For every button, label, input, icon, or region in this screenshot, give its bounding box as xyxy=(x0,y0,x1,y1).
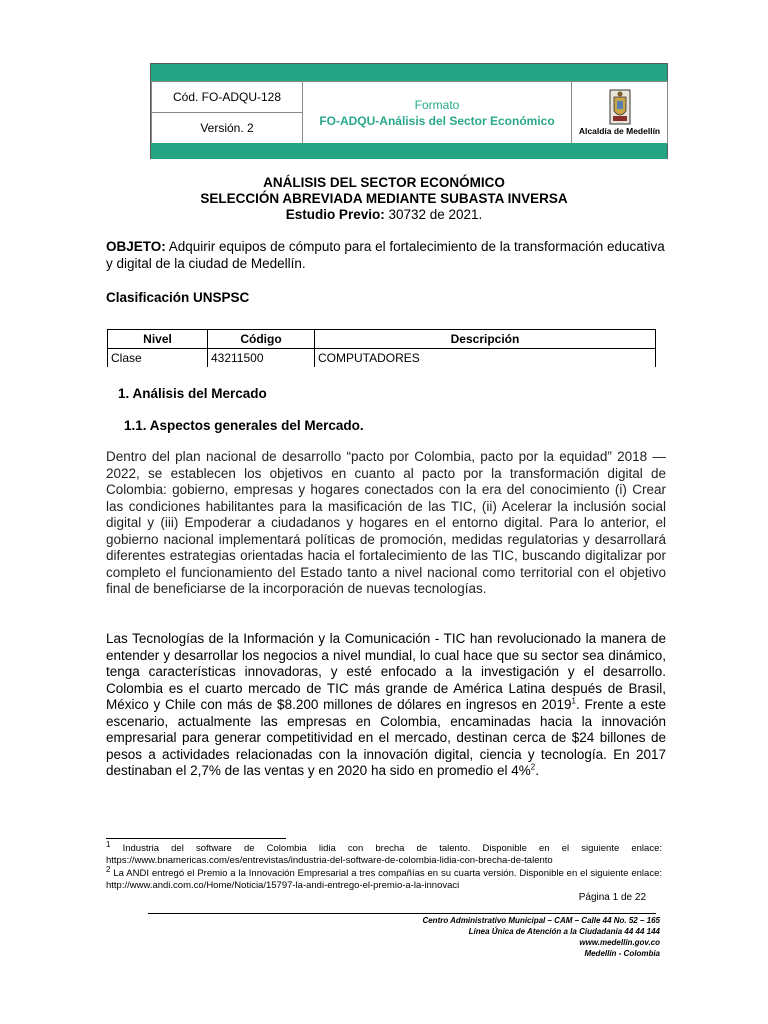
footer-address xyxy=(360,915,660,959)
footnote-separator xyxy=(106,838,286,839)
footer-line-2: Línea Única de Atención a la Ciudadanía 44 44 144 xyxy=(468,927,660,936)
clasificacion-heading: Clasificación UNSPSC xyxy=(106,290,250,305)
page-number: Página 1 de 22 xyxy=(578,892,646,903)
logo-text: Alcaldía de Medellín xyxy=(578,126,661,136)
footnote-ref-2: 2 xyxy=(530,762,536,772)
document-titles xyxy=(100,175,668,223)
cell-nivel: Clase xyxy=(108,349,208,368)
header-top-bar xyxy=(151,64,667,81)
footer-line-3: www.medellin.gov.co xyxy=(579,938,660,947)
footnote-ref-1: 1 xyxy=(571,696,576,706)
title-line-1: ANÁLISIS DEL SECTOR ECONÓMICO xyxy=(263,175,505,190)
study-label: Estudio Previo: xyxy=(285,207,385,222)
cell-codigo: 43211500 xyxy=(208,349,315,368)
study-reference xyxy=(100,207,668,223)
footer-line-4: Medellín - Colombia xyxy=(584,949,660,958)
footnote-1-mark: 1 xyxy=(106,839,111,849)
coat-of-arms-icon xyxy=(609,89,631,125)
footer-line-1: Centro Administrativo Municipal – CAM – Calle 44 No. 52 – 165 xyxy=(422,916,660,925)
paragraph-2-part-b: . Frente a este escenario, actualmente las empresas en Colombia, encaminadas hacia la innovación empresarial para generar competitividad en el mercado, destinan cerca de $24 billones de pesos a actividades relacionadas con la innovación digital, ciencia y tecnología. En 2017 destinaban el 2,7% de las ventas y en 2020 ha sido en promedio el 4% xyxy=(106,697,667,778)
table-row xyxy=(108,349,656,368)
document-header xyxy=(150,63,668,159)
footnote-1 xyxy=(106,839,662,866)
cell-descripcion: COMPUTADORES xyxy=(315,349,656,368)
format-cell xyxy=(302,81,572,144)
title-line-2: SELECCIÓN ABREVIADA MEDIANTE SUBASTA INVERSA xyxy=(200,191,568,206)
study-value: 30732 de 2021. xyxy=(384,207,483,222)
footer-separator xyxy=(148,913,656,914)
unspsc-table xyxy=(107,329,656,367)
column-header-nivel: Nivel xyxy=(108,330,208,349)
logo-cell xyxy=(571,81,668,144)
footnote-2 xyxy=(106,864,662,891)
footnote-1-text: Industria del software de Colombia lidia con brecha de talento. Disponible en el siguiente enlace: https://www.bnamericas.com/es/entrevistas/industria-del-software-de-colombia-lidia-con-brecha-de-talento xyxy=(106,843,662,866)
section-heading-1-1: 1.1. Aspectos generales del Mercado. xyxy=(124,418,364,433)
column-header-codigo: Código xyxy=(208,330,315,349)
table-header-row xyxy=(108,330,656,349)
paragraph-2-part-a: Las Tecnologías de la Información y la Comunicación - TIC han revolucionado la manera de entender y desarrollar los negocios a nivel mundial, lo cual hace que su sector sea dinámico, tenga características innovadoras, y esté enfocado a la investigación y el desarrollo. Colombia es el cuarto mercado de TIC más grande de América Latina después de Brasil, México y Chile con más de $8.200 millones de dólares en ingresos en 2019 xyxy=(106,631,666,712)
section-heading-1: 1. Análisis del Mercado xyxy=(118,386,267,401)
footnote-2-mark: 2 xyxy=(106,864,111,874)
column-header-descripcion: Descripción xyxy=(315,330,656,349)
footnote-2-text: La ANDI entregó el Premio a la Innovación Empresarial a tres compañías en su cuarta versión. Disponible en el siguiente enlace: http://www.andi.com.co/Home/Noticia/15797-la-andi-entrego-el-premio-a-la-innovaci xyxy=(106,868,662,891)
objeto-label: OBJETO: xyxy=(106,239,166,254)
paragraph-1: Dentro del plan nacional de desarrollo “pacto por Colombia, pacto por la equidad” 2018 — 2022, se establecen los objetivos en cuanto al pacto por la transformación digital de Colombia: gobierno, empresas y hogares conectados con la era del conocimiento (i) Crear las condiciones habilitantes para la masificación de las TIC, (ii) Acelerar la inclusión social digital y (iii) Empoderar a ciudadanos y hogares en el entorno digital. Para lo anterior, el gobierno nacional implementará políticas de promoción, medidas regulatorias y desarrollará diferentes estrategias orientadas hacia el fortalecimiento de las TIC, buscando digitalizar por completo el funcionamiento del Estado tanto a nivel nacional como territorial con el objetivo final de beneficiarse de la incorporación de nuevas tecnologías. xyxy=(106,449,666,596)
document-code: Cód. FO-ADQU-128 xyxy=(151,81,303,113)
header-bottom-bar xyxy=(151,143,667,159)
objeto-text: Adquirir equipos de cómputo para el fortalecimiento de la transformación educativa y digital de la ciudad de Medellín. xyxy=(106,239,665,271)
format-label: Formato xyxy=(414,97,460,112)
document-version: Versión. 2 xyxy=(151,112,303,144)
objeto-paragraph xyxy=(106,239,666,272)
paragraph-2-part-c: . xyxy=(535,763,540,778)
format-title: FO-ADQU-Análisis del Sector Económico xyxy=(319,113,555,128)
paragraph-2 xyxy=(106,631,666,780)
